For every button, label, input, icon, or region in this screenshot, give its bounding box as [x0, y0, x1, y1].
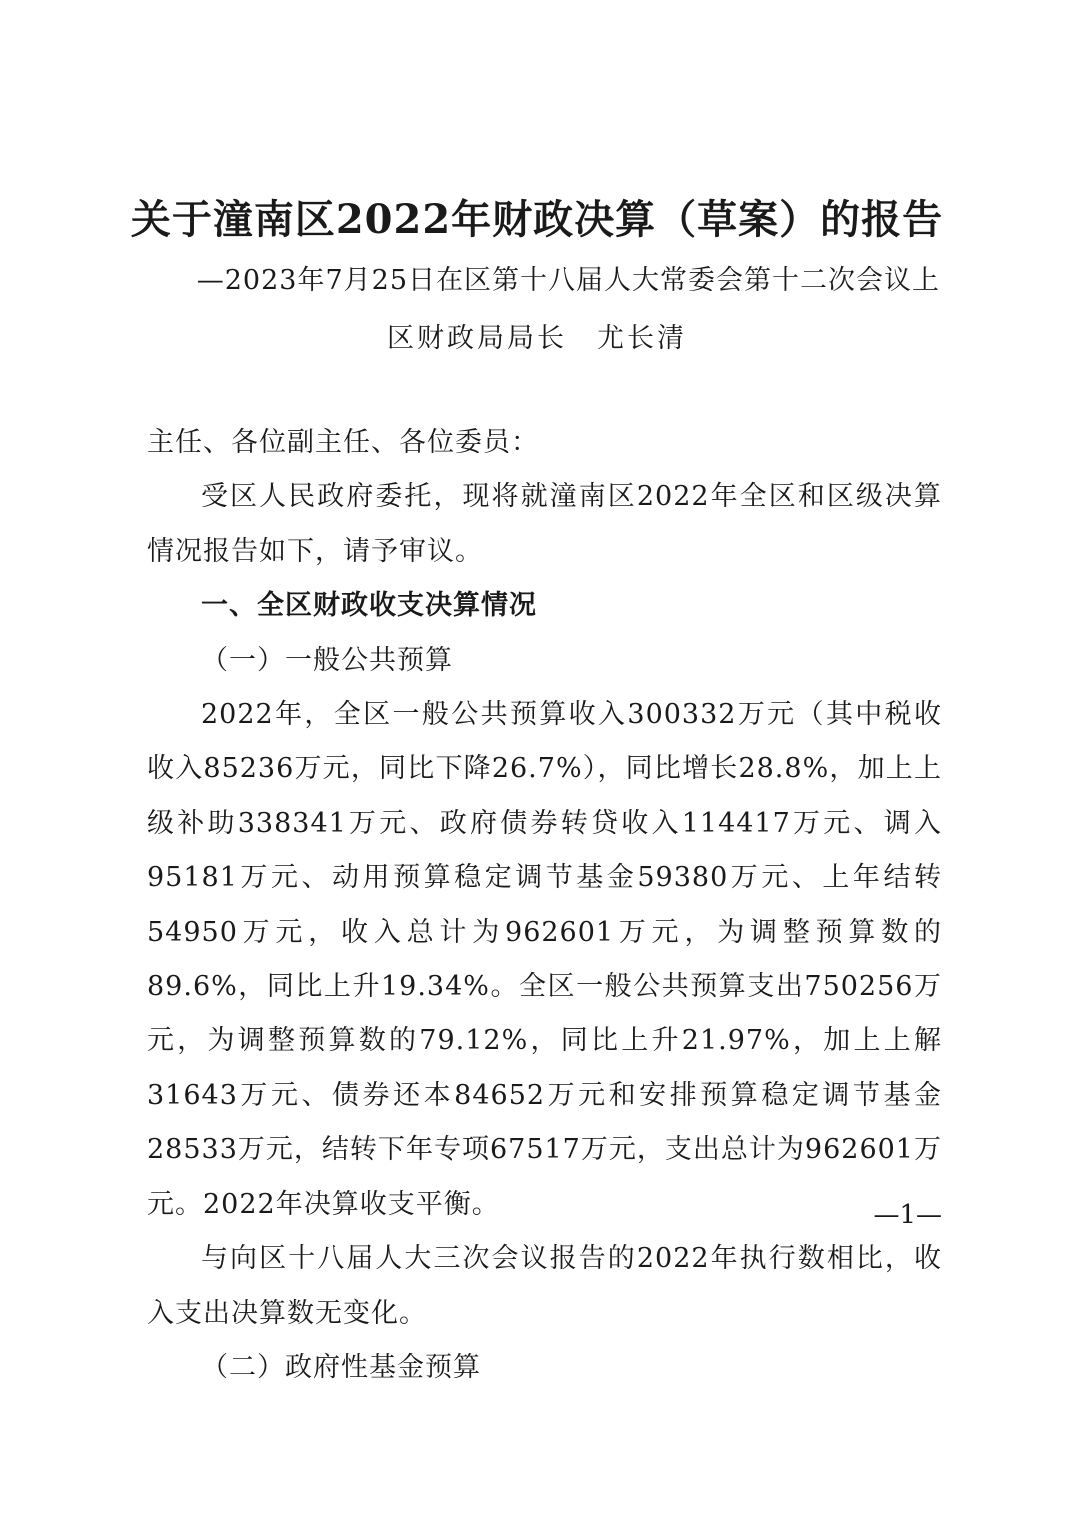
general-budget-paragraph: 2022年，全区一般公共预算收入300332万元（其中税收收入85236万元，同比下降26.7%），同比增长28.8%，加上上级补助338341万元、政府债券转贷收入114417万元、调入95181万元、动用预算稳定调节基金59380万元、上年结转54950万元，收入总计为962601万元，为调整预算数的89.6%，同比上升19.34%。全区一般公共预算支出750256万元，为调整预算数的79.12%，同比上升21.97%，加上上解31643万元、债券还本84652万元和安排预算稳定调节基金28533万元，结转下年专项67517万元，支出总计为962601万元。2022年决算收支平衡。: [147, 699, 942, 1220]
report-author: 区财政局局长 尤长清: [387, 323, 687, 354]
page-number: —1—: [873, 1200, 942, 1230]
subsection-heading-2: （二）政府性基金预算: [201, 1351, 481, 1383]
salutation: 主任、各位副主任、各位委员：: [147, 427, 539, 458]
report-title: 关于潼南区2022年财政决算（草案）的报告: [130, 196, 944, 243]
report-body: [147, 416, 942, 1395]
comparison-paragraph: 与向区十八届人大三次会议报告的2022年执行数相比，收入支出决算数无变化。: [147, 1243, 942, 1329]
section-heading-1: 一、全区财政收支决算情况: [201, 590, 537, 622]
subsection-heading-1: （一）一般公共预算: [201, 644, 453, 676]
intro-paragraph: 受区人民政府委托，现将就潼南区2022年全区和区级决算情况报告如下，请予审议。: [147, 481, 942, 567]
report-subtitle: —2023年7月25日在区第十八届人大常委会第十二次会议上: [196, 265, 940, 296]
